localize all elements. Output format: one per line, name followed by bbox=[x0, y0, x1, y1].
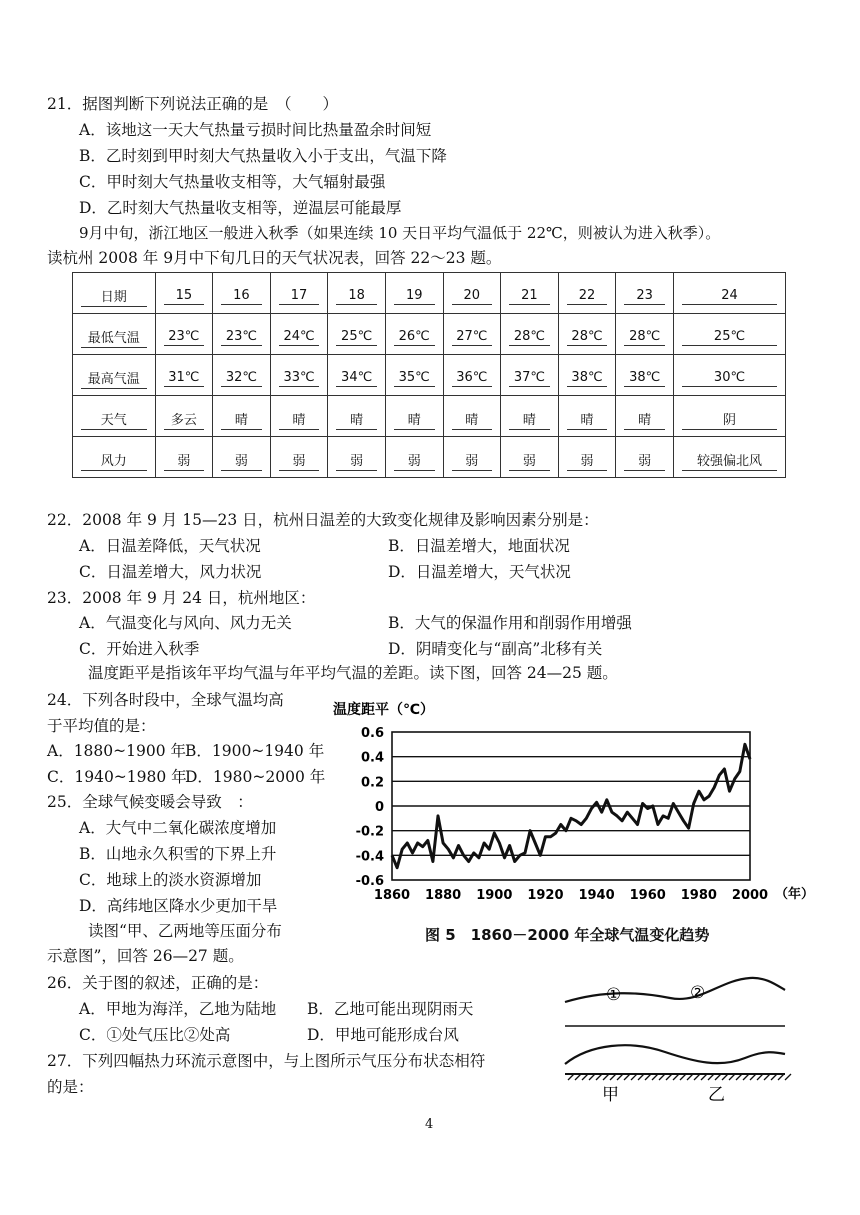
q27-stem-2: 的是： bbox=[47, 1078, 94, 1096]
x-tick-label: 1860 bbox=[373, 888, 411, 903]
cell-text: 34℃ bbox=[336, 370, 377, 387]
cell-text: 18 bbox=[336, 288, 377, 305]
intro-line2: 读杭州 2008 年 9月中下旬几日的天气状况表，回答 22～23 题。 bbox=[47, 249, 502, 267]
cell-text: 21 bbox=[509, 288, 550, 305]
q26-option-b: B．乙地可能出现阴雨天 bbox=[307, 1000, 474, 1018]
chart-ylabel: 温度距平（℃） bbox=[333, 702, 434, 718]
table-cell bbox=[155, 437, 213, 478]
table-cell bbox=[385, 314, 443, 355]
cell-text: 38℃ bbox=[567, 370, 608, 387]
cell-text: 弱 bbox=[164, 450, 205, 471]
cell-text: 28℃ bbox=[624, 329, 665, 346]
table-cell bbox=[616, 437, 674, 478]
q22-option-c: C．日温差增大，风力状况 bbox=[79, 563, 262, 581]
q21-option-a: A．该地这一天大气热量亏损时间比热量盈余时间短 bbox=[79, 121, 432, 139]
table-cell bbox=[213, 314, 271, 355]
q22-option-d: D．日温差增大，天气状况 bbox=[388, 563, 571, 581]
chart-xlabel: （年） bbox=[775, 887, 815, 902]
q25-stem: 25．全球气候变暖会导致 ： bbox=[47, 793, 253, 811]
q25-option-a: A．大气中二氧化碳浓度增加 bbox=[79, 819, 277, 837]
upper-isobar bbox=[565, 978, 785, 1002]
table-row-date bbox=[73, 273, 786, 314]
cell-text: 晴 bbox=[567, 409, 608, 430]
chart-title: 图 5 1860－2000 年全球气温变化趋势 bbox=[425, 926, 710, 944]
cell-text: 23℃ bbox=[164, 329, 205, 346]
table-row-wind bbox=[73, 437, 786, 478]
table-cell bbox=[385, 396, 443, 437]
q21-option-b: B．乙时刻到甲时刻大气热量收入小于支出，气温下降 bbox=[79, 147, 447, 165]
cell-text: 28℃ bbox=[509, 329, 550, 346]
isobar-diagram bbox=[560, 970, 790, 1110]
cell-text: 最高气温 bbox=[81, 368, 147, 389]
cell-text: 晴 bbox=[624, 409, 665, 430]
table-cell bbox=[501, 437, 559, 478]
cell-text: 38℃ bbox=[624, 370, 665, 387]
table-cell bbox=[213, 355, 271, 396]
intro3-line2: 示意图”，回答 26—27 题。 bbox=[47, 947, 244, 965]
q22-option-a: A．日温差降低，天气状况 bbox=[79, 537, 261, 555]
table-cell bbox=[73, 273, 156, 314]
y-tick-label: -0.2 bbox=[355, 824, 384, 840]
cell-text: 日期 bbox=[81, 286, 147, 307]
label-yi: 乙 bbox=[708, 1085, 725, 1105]
table-cell bbox=[674, 273, 786, 314]
cell-text: 16 bbox=[221, 288, 262, 305]
cell-text: 晴 bbox=[452, 409, 493, 430]
cell-text: 17 bbox=[279, 288, 320, 305]
lower-isobar bbox=[565, 1045, 785, 1064]
table-cell bbox=[155, 314, 213, 355]
table-cell bbox=[443, 273, 501, 314]
q25-option-b: B．山地永久积雪的下界上升 bbox=[79, 845, 277, 863]
cell-text: 风力 bbox=[81, 450, 147, 471]
cell-text: 32℃ bbox=[221, 370, 262, 387]
cell-text: 27℃ bbox=[452, 329, 493, 346]
table-cell bbox=[501, 355, 559, 396]
table-cell bbox=[73, 396, 156, 437]
x-tick-label: 1980 bbox=[680, 888, 717, 903]
cell-text: 36℃ bbox=[452, 370, 493, 387]
table-cell bbox=[270, 273, 328, 314]
y-tick-label: -0.4 bbox=[355, 849, 384, 865]
cell-text: 20 bbox=[452, 288, 493, 305]
y-tick-label: 0.4 bbox=[360, 750, 384, 766]
table-cell bbox=[501, 273, 559, 314]
q21-stem: 21．据图判断下列说法正确的是 （ ） bbox=[47, 95, 338, 113]
temperature-anomaly-chart bbox=[330, 696, 815, 916]
table-cell bbox=[385, 273, 443, 314]
cell-text: 23℃ bbox=[221, 329, 262, 346]
hatch-mark bbox=[785, 1074, 791, 1080]
table-cell bbox=[558, 355, 616, 396]
table-cell bbox=[674, 314, 786, 355]
q24-stem-1: 24．下列各时段中，全球气温均高 bbox=[47, 691, 284, 709]
cell-text: 弱 bbox=[452, 450, 493, 471]
q24-option-a: A．1880~1900 年 bbox=[47, 742, 187, 760]
table-cell bbox=[213, 273, 271, 314]
cell-text: 弱 bbox=[221, 450, 262, 471]
table-cell bbox=[270, 314, 328, 355]
q26-option-d: D．甲地可能形成台风 bbox=[307, 1026, 459, 1044]
y-tick-label: 0.2 bbox=[360, 775, 384, 791]
table-cell bbox=[73, 355, 156, 396]
y-tick-label: -0.6 bbox=[355, 874, 384, 889]
table-cell bbox=[674, 437, 786, 478]
intro-line1: 9月中旬，浙江地区一般进入秋季（如果连续 10 天日平均气温低于 22℃，则被认为进入秋季）。 bbox=[79, 224, 721, 242]
x-tick-label: 1920 bbox=[527, 888, 564, 903]
table-cell bbox=[558, 396, 616, 437]
cell-text: 弱 bbox=[336, 450, 377, 471]
q24-option-c: C．1940~1980 年 bbox=[47, 768, 187, 786]
cell-text: 15 bbox=[164, 288, 205, 305]
label-jia: 甲 bbox=[602, 1085, 619, 1105]
weather-table bbox=[72, 272, 786, 478]
table-cell bbox=[616, 314, 674, 355]
table-cell bbox=[328, 314, 386, 355]
cell-text: 37℃ bbox=[509, 370, 550, 387]
q23-stem: 23．2008 年 9 月 24 日，杭州地区： bbox=[47, 589, 316, 607]
cell-text: 31℃ bbox=[164, 370, 205, 387]
x-tick-label: 1900 bbox=[476, 888, 513, 903]
table-cell bbox=[558, 273, 616, 314]
cell-text: 天气 bbox=[81, 409, 147, 430]
y-tick-label: 0 bbox=[374, 800, 384, 815]
y-tick-label: 0.6 bbox=[360, 726, 384, 741]
label-point-2: ② bbox=[690, 983, 706, 1003]
q24-stem-2: 于平均值的是： bbox=[47, 717, 156, 735]
cell-text: 24℃ bbox=[279, 329, 320, 346]
table-cell bbox=[328, 437, 386, 478]
table-cell bbox=[213, 396, 271, 437]
table-cell bbox=[270, 437, 328, 478]
table-cell bbox=[443, 437, 501, 478]
cell-text: 晴 bbox=[279, 409, 320, 430]
table-row-weather bbox=[73, 396, 786, 437]
table-cell bbox=[155, 396, 213, 437]
table-cell bbox=[385, 355, 443, 396]
table-cell bbox=[616, 273, 674, 314]
q26-stem: 26．关于图的叙述，正确的是： bbox=[47, 974, 269, 992]
q23-option-a: A．气温变化与风向、风力无关 bbox=[79, 614, 292, 632]
cell-text: 25℃ bbox=[682, 329, 777, 346]
q24-option-d: D．1980~2000 年 bbox=[185, 768, 326, 786]
q26-option-a: A．甲地为海洋，乙地为陆地 bbox=[79, 1000, 277, 1018]
table-row-min-temp bbox=[73, 314, 786, 355]
cell-text: 晴 bbox=[509, 409, 550, 430]
q21-option-d: D．乙时刻大气热量收支相等，逆温层可能最厚 bbox=[79, 199, 402, 217]
cell-text: 22 bbox=[567, 288, 608, 305]
table-cell bbox=[213, 437, 271, 478]
x-tick-label: 1960 bbox=[629, 888, 666, 903]
cell-text: 30℃ bbox=[682, 370, 777, 387]
table-cell bbox=[328, 273, 386, 314]
q25-option-d: D．高纬地区降水少更加干旱 bbox=[79, 897, 278, 915]
x-tick-label: 1880 bbox=[425, 888, 462, 903]
q24-option-b: B．1900~1940 年 bbox=[185, 742, 325, 760]
intro2: 温度距平是指该年平均气温与年平均气温的差距。读下图，回答 24—25 题。 bbox=[88, 664, 618, 682]
table-cell bbox=[558, 314, 616, 355]
cell-text: 晴 bbox=[336, 409, 377, 430]
cell-text: 26℃ bbox=[394, 329, 435, 346]
q23-option-c: C．开始进入秋季 bbox=[79, 640, 200, 658]
cell-text: 较强偏北风 bbox=[682, 450, 777, 471]
page-number: 4 bbox=[425, 1117, 434, 1132]
cell-text: 阴 bbox=[682, 409, 777, 430]
table-cell bbox=[270, 355, 328, 396]
intro3-line1: 读图“甲、乙两地等压面分布 bbox=[88, 922, 282, 940]
cell-text: 晴 bbox=[221, 409, 262, 430]
table-cell bbox=[155, 355, 213, 396]
table-cell bbox=[616, 355, 674, 396]
cell-text: 25℃ bbox=[336, 329, 377, 346]
table-cell bbox=[443, 355, 501, 396]
cell-text: 28℃ bbox=[567, 329, 608, 346]
cell-text: 19 bbox=[394, 288, 435, 305]
cell-text: 弱 bbox=[279, 450, 320, 471]
cell-text: 晴 bbox=[394, 409, 435, 430]
q22-stem: 22．2008 年 9 月 15—23 日，杭州日温差的大致变化规律及影响因素分别是： bbox=[47, 511, 599, 529]
table-cell bbox=[674, 355, 786, 396]
table-row-max-temp bbox=[73, 355, 786, 396]
table-cell bbox=[501, 396, 559, 437]
cell-text: 弱 bbox=[567, 450, 608, 471]
table-cell bbox=[73, 314, 156, 355]
cell-text: 多云 bbox=[164, 409, 205, 430]
q23-option-d: D．阴晴变化与“副高”北移有关 bbox=[388, 640, 603, 658]
cell-text: 弱 bbox=[394, 450, 435, 471]
cell-text: 弱 bbox=[624, 450, 665, 471]
q25-option-c: C．地球上的淡水资源增加 bbox=[79, 871, 262, 889]
cell-text: 24 bbox=[682, 288, 777, 305]
table-cell bbox=[616, 396, 674, 437]
x-tick-label: 2000 bbox=[731, 888, 769, 903]
table-cell bbox=[558, 437, 616, 478]
table-cell bbox=[270, 396, 328, 437]
table-cell bbox=[73, 437, 156, 478]
cell-text: 35℃ bbox=[394, 370, 435, 387]
x-tick-label: 1940 bbox=[578, 888, 615, 903]
label-point-1: ① bbox=[606, 985, 622, 1005]
table-cell bbox=[443, 314, 501, 355]
table-cell bbox=[328, 355, 386, 396]
table-cell bbox=[501, 314, 559, 355]
table-cell bbox=[155, 273, 213, 314]
q27-stem-1: 27．下列四幅热力环流示意图中，与上图所示气压分布状态相符 bbox=[47, 1052, 486, 1070]
table-cell bbox=[443, 396, 501, 437]
table-cell bbox=[385, 437, 443, 478]
q26-option-c: C．①处气压比②处高 bbox=[79, 1026, 231, 1044]
cell-text: 23 bbox=[624, 288, 665, 305]
cell-text: 最低气温 bbox=[81, 327, 147, 348]
table-cell bbox=[674, 396, 786, 437]
cell-text: 弱 bbox=[509, 450, 550, 471]
q22-option-b: B．日温差增大，地面状况 bbox=[388, 537, 570, 555]
table-cell bbox=[328, 396, 386, 437]
q21-option-c: C．甲时刻大气热量收支相等，大气辐射最强 bbox=[79, 173, 386, 191]
q23-option-b: B．大气的保温作用和削弱作用增强 bbox=[388, 614, 632, 632]
cell-text: 33℃ bbox=[279, 370, 320, 387]
